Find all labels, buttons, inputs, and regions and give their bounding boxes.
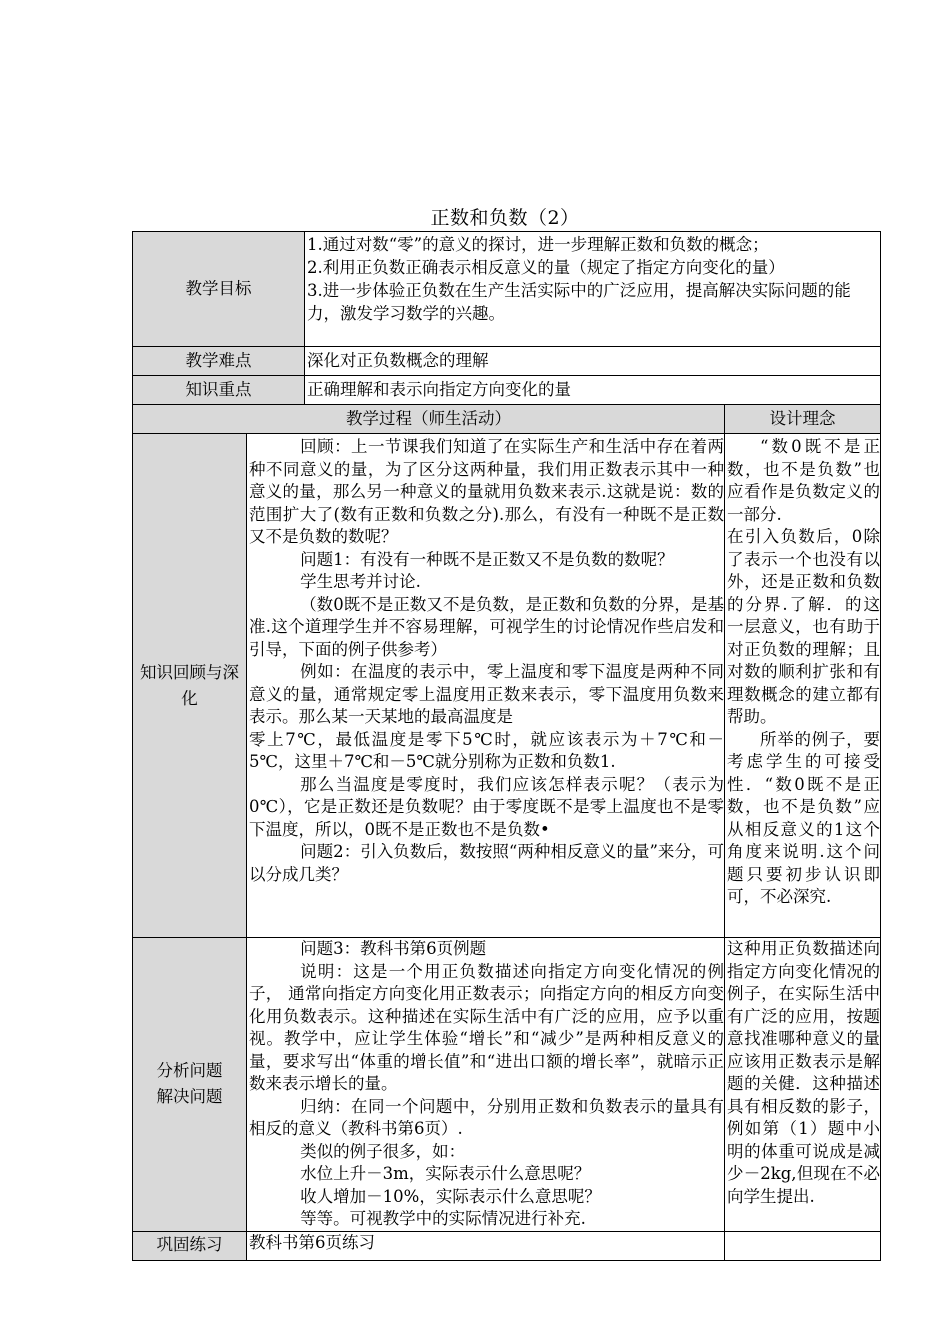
paragraph: 那么当温度是零度时，我们应该怎样表示呢？（表示为0℃），它是正数还是负数呢？由于零度既不是零上温度也不是零下温度，所以，0既不是正数也不是负数• xyxy=(249,774,724,839)
design-note: “数0既不是正数，也不是负数”也应看作是负数定义的一部分. xyxy=(727,437,880,524)
difficulty-content: 深化对正负数概念的理解 xyxy=(305,347,881,376)
design-note: 这种用正负数描述向指定方向变化情况的例子，在实际生活中有广泛的应用，按题意找准哪种意义的量应该用正数表示是解题的关健．这种描述具有相反数的影子，例如第（1）题中小明的体重可说成是减少－2kg,但现在不必向学生提出. xyxy=(727,939,880,1206)
paragraph: 例如：在温度的表示中，零上温度和零下温度是两种不同意义的量，通常规定零上温度用正数来表示，零下温度用负数来表示。那么某一天某地的最高温度是 xyxy=(249,662,724,726)
difficulty-label: 教学难点 xyxy=(133,347,305,376)
paragraph: 归纳：在同一个问题中，分别用正数和负数表示的量具有相反的意义（教科书第6页）. xyxy=(249,1096,724,1138)
section-review-content xyxy=(247,434,725,938)
section-practice-design xyxy=(725,1231,881,1260)
paragraph: 零上7℃，最低温度是零下5℃时，就应该表示为＋7℃和－5℃，这里＋7℃和－5℃就分别称为正数和负数1. xyxy=(249,729,724,771)
section-label-analysis xyxy=(133,938,247,1232)
lesson-plan-table xyxy=(132,231,880,1261)
section-analysis-design xyxy=(725,938,881,1232)
paragraph: 等等。可视教学中的实际情况进行补充. xyxy=(300,1209,586,1228)
section-analysis-content xyxy=(247,938,725,1232)
process-header: 教学过程（师生活动） xyxy=(133,405,725,434)
paragraph: 问题2：引入负数后，数按照“两种相反意义的量”来分，可以分成几类？ xyxy=(249,842,724,884)
paragraph: 回顾：上一节课我们知道了在实际生产和生活中存在着两种不同意义的量，为了区分这两种量，我们用正数表示其中一种意义的量，那么另一种意义的量就用负数来表示.这就是说：数的范围扩大了(数有正数和负数之分).那么，有没有一种既不是正数又不是负数的数呢？ xyxy=(249,437,724,546)
goal-item: 3.进一步体验正负数在生产生活实际中的广泛应用，提高解决实际问题的能力，激发学习数学的兴趣。 xyxy=(307,281,851,323)
goal-item: 1.通过对数“零”的意义的探讨，进一步理解正数和负数的概念； xyxy=(307,235,769,254)
page-title: 正数和负数（2） xyxy=(430,207,580,229)
section-label-practice: 巩固练习 xyxy=(133,1231,247,1260)
goals-label: 教学目标 xyxy=(133,232,305,347)
paragraph: 类似的例子很多，如： xyxy=(300,1141,466,1161)
paragraph: 问题3：教科书第6页例题 xyxy=(300,939,487,958)
paragraph: 问题1：有没有一种既不是正数又不是负数的数呢？ xyxy=(300,549,674,569)
paragraph: （数0既不是正数又不是负数，是正数和负数的分界，是基准.这个道理学生并不容易理解，可视学生的讨论情况作些启发和引导，下面的例子供参考） xyxy=(249,594,724,659)
goal-item: 2.利用正负数正确表示相反意义的量（规定了指定方向变化的量） xyxy=(307,258,785,277)
keypoint-label: 知识重点 xyxy=(133,376,305,405)
paragraph: 说明：这是一个用正负数描述向指定方向变化情况的例子， 通常向指定方向变化用正数表示；向指定方向的相反方向变化用负数表示。这种描述在实际生活中有广泛的应用，应予以重视。教学中，应让学生体验“增长”和“减少”是两种相反意义的量，要求写出“体重的增长值”和“进出口额的增长率”，就暗示正数来表示增长的量。 xyxy=(249,961,724,1093)
design-note: 在引入负数后，0除了表示一个也没有以外，还是正数和负数的分界.了解．的这一层意义，也有助于对正负数的理解；且对数的顺利扩张和有理数概念的建立都有帮助。 xyxy=(727,527,880,726)
design-note: 所举的例子，要考虑学生的可接受性．“数0既不是正数，也不是负数”应从相反意义的1这个角度来说明.这个问题只要初步认识即可，不必深究. xyxy=(727,729,880,906)
section-label-line: 分析问题 xyxy=(156,1061,223,1081)
section-label-line: 解决问题 xyxy=(156,1087,223,1107)
section-review-design xyxy=(725,434,881,938)
section-practice-content: 教科书第6页练习 xyxy=(247,1231,725,1260)
section-label-review: 知识回顾与深化 xyxy=(133,434,247,938)
paragraph: 学生思考并讨论. xyxy=(300,572,421,591)
keypoint-content: 正确理解和表示向指定方向变化的量 xyxy=(305,376,881,405)
design-header: 设计理念 xyxy=(725,405,881,434)
goals-content xyxy=(305,232,881,347)
paragraph: 水位上升－3m，实际表示什么意思呢？ xyxy=(300,1164,591,1183)
paragraph: 收人增加－10%，实际表示什么意思呢？ xyxy=(300,1186,601,1206)
